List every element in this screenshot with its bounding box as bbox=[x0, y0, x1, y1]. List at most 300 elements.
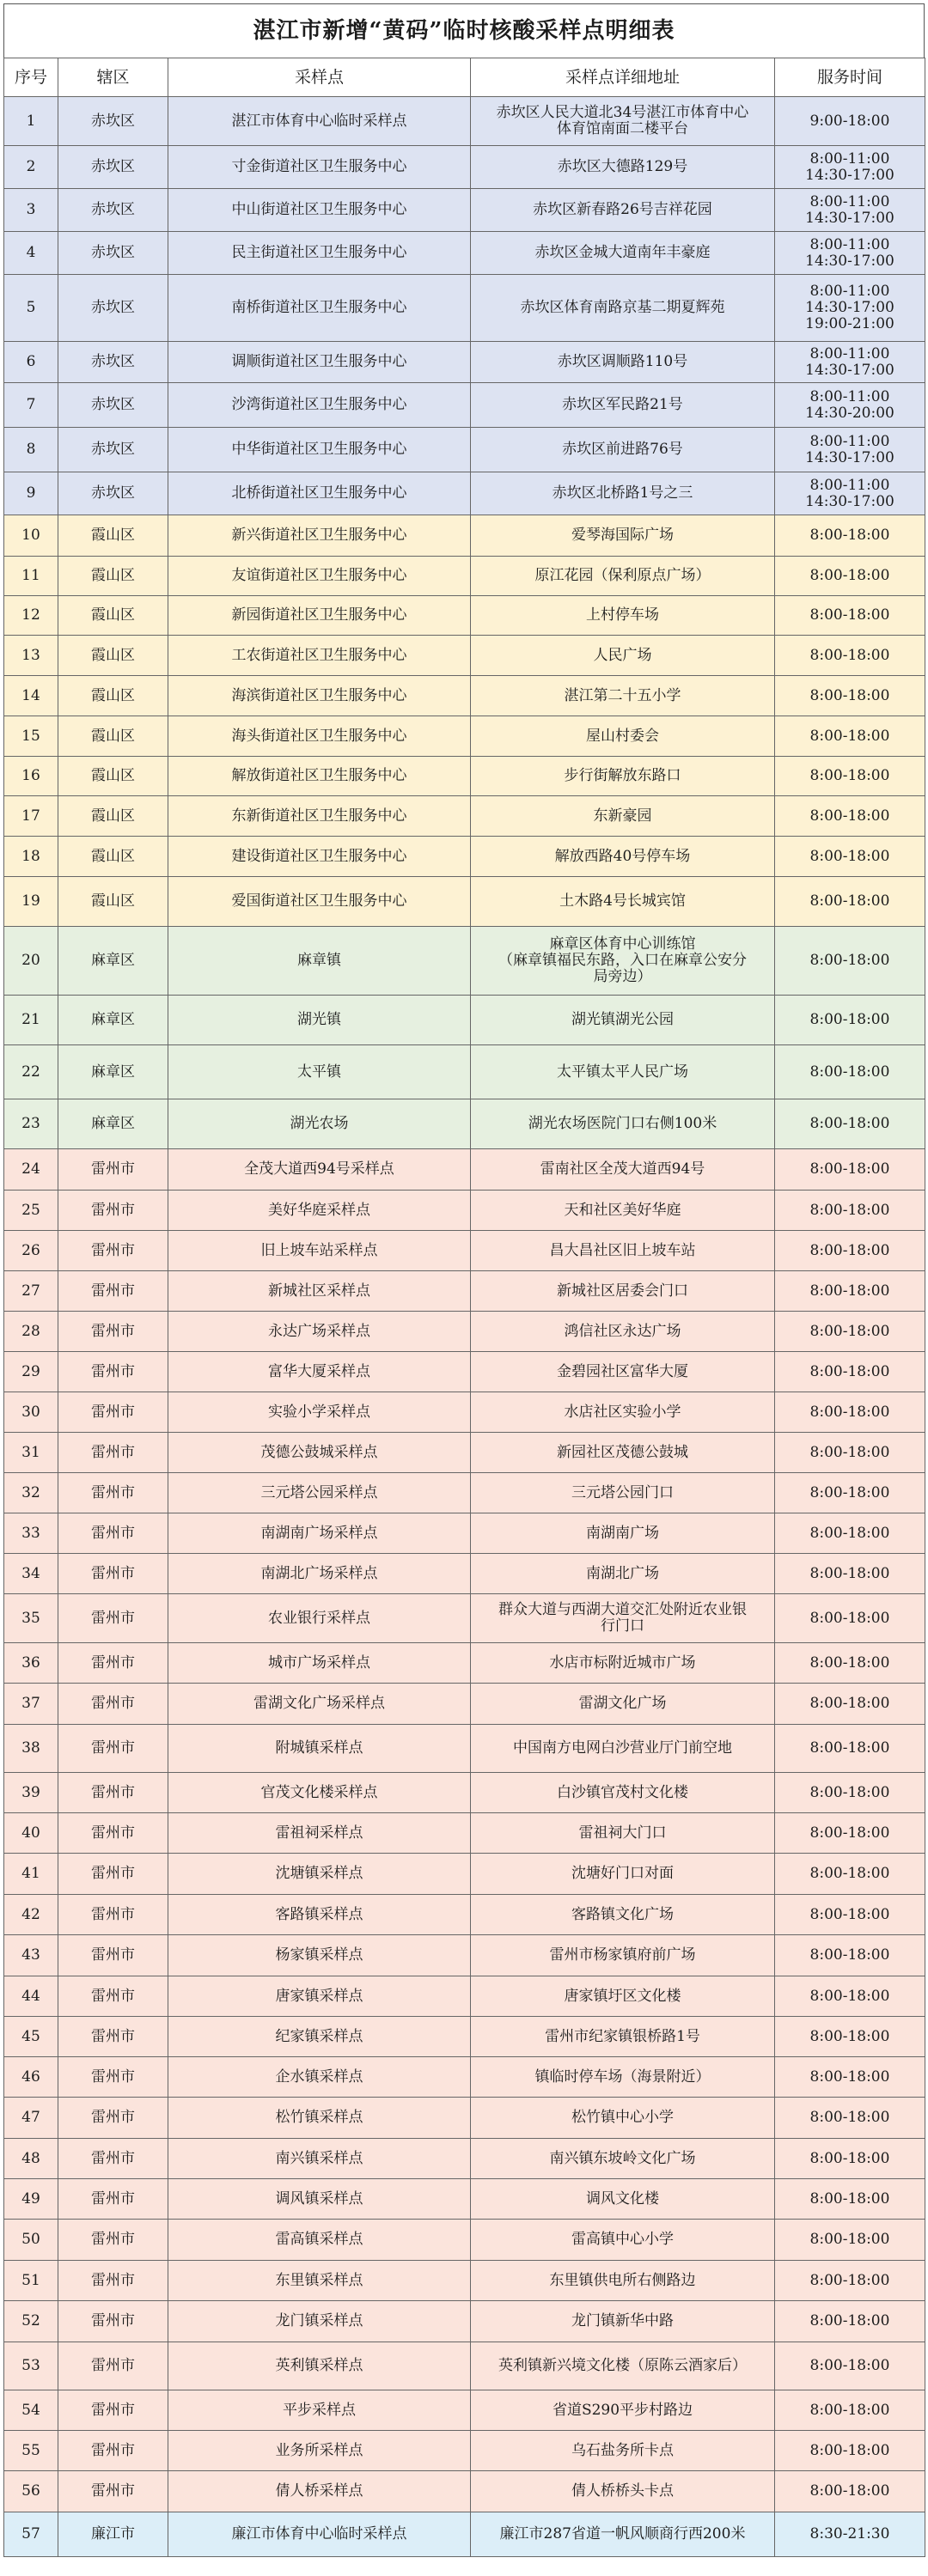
cell-time: 8:00-18:00 bbox=[775, 1473, 925, 1513]
cell-time: 8:00-18:00 bbox=[775, 1554, 925, 1594]
cell-no: 1 bbox=[4, 97, 58, 146]
cell-address: 原江花园（保利原点广场） bbox=[471, 557, 775, 596]
cell-district: 霞山区 bbox=[58, 636, 168, 676]
cell-no: 42 bbox=[4, 1895, 58, 1935]
cell-time: 8:00-18:00 bbox=[775, 877, 925, 927]
cell-site: 永达广场采样点 bbox=[168, 1312, 471, 1352]
cell-address: 新园社区茂德公鼓城 bbox=[471, 1433, 775, 1473]
cell-address: 东新豪园 bbox=[471, 796, 775, 837]
cell-district: 赤坎区 bbox=[58, 342, 168, 383]
cell-site: 倩人桥采样点 bbox=[168, 2471, 471, 2512]
cell-no: 53 bbox=[4, 2342, 58, 2390]
cell-no: 34 bbox=[4, 1554, 58, 1594]
cell-no: 13 bbox=[4, 636, 58, 676]
cell-address: 土木路4号长城宾馆 bbox=[471, 877, 775, 927]
table-row bbox=[4, 2139, 925, 2179]
cell-address: 乌石盐务所卡点 bbox=[471, 2431, 775, 2471]
cell-time: 8:00-18:00 bbox=[775, 1392, 925, 1433]
cell-time: 8:00-18:00 bbox=[775, 1643, 925, 1684]
cell-site: 新城社区采样点 bbox=[168, 1271, 471, 1312]
cell-site: 湛江市体育中心临时采样点 bbox=[168, 97, 471, 146]
cell-no: 31 bbox=[4, 1433, 58, 1473]
table-row bbox=[4, 1045, 925, 1099]
cell-address: 湖光农场医院门口右侧100米 bbox=[471, 1099, 775, 1149]
cell-address: 人民广场 bbox=[471, 636, 775, 676]
cell-site: 平步采样点 bbox=[168, 2390, 471, 2431]
cell-district: 雷州市 bbox=[58, 1773, 168, 1813]
table-row bbox=[4, 1773, 925, 1813]
table-row bbox=[4, 996, 925, 1045]
cell-district: 赤坎区 bbox=[58, 275, 168, 342]
table-row bbox=[4, 275, 925, 342]
cell-site: 太平镇 bbox=[168, 1045, 471, 1099]
table-row bbox=[4, 1554, 925, 1594]
cell-district: 雷州市 bbox=[58, 2261, 168, 2301]
cell-site: 南湖北广场采样点 bbox=[168, 1554, 471, 1594]
table-row bbox=[4, 2057, 925, 2098]
cell-address: 省道S290平步村路边 bbox=[471, 2390, 775, 2431]
cell-address: 上村停车场 bbox=[471, 596, 775, 636]
cell-district: 霞山区 bbox=[58, 757, 168, 796]
cell-no: 21 bbox=[4, 996, 58, 1045]
cell-district: 雷州市 bbox=[58, 1433, 168, 1473]
cell-time: 9:00-18:00 bbox=[775, 97, 925, 146]
cell-no: 4 bbox=[4, 232, 58, 275]
cell-district: 赤坎区 bbox=[58, 472, 168, 515]
table-row bbox=[4, 2301, 925, 2342]
table-row bbox=[4, 383, 925, 428]
cell-no: 51 bbox=[4, 2261, 58, 2301]
cell-time: 8:00-18:00 bbox=[775, 716, 925, 757]
table-row bbox=[4, 2512, 925, 2557]
cell-time: 8:00-11:00 14:30-17:00 bbox=[775, 428, 925, 472]
cell-time: 8:00-18:00 bbox=[775, 1976, 925, 2017]
cell-address: 沈塘好门口对面 bbox=[471, 1854, 775, 1895]
cell-address: 廉江市287省道一帆风顺商行西200米 bbox=[471, 2512, 775, 2557]
cell-time: 8:00-18:00 bbox=[775, 2098, 925, 2139]
cell-address: 湛江第二十五小学 bbox=[471, 676, 775, 716]
cell-address: 中国南方电网白沙营业厅门前空地 bbox=[471, 1725, 775, 1773]
cell-district: 雷州市 bbox=[58, 1271, 168, 1312]
cell-no: 7 bbox=[4, 383, 58, 428]
cell-address: 屋山村委会 bbox=[471, 716, 775, 757]
cell-site: 三元塔公园采样点 bbox=[168, 1473, 471, 1513]
cell-time: 8:00-18:00 bbox=[775, 757, 925, 796]
cell-address: 赤坎区人民大道北34号湛江市体育中心 体育馆南面二楼平台 bbox=[471, 97, 775, 146]
cell-time: 8:00-18:00 bbox=[775, 2220, 925, 2261]
table-row bbox=[4, 2342, 925, 2390]
cell-district: 雷州市 bbox=[58, 2057, 168, 2098]
cell-time: 8:00-18:00 bbox=[775, 1191, 925, 1231]
table-row bbox=[4, 1231, 925, 1271]
cell-time: 8:00-18:00 bbox=[775, 676, 925, 716]
cell-no: 43 bbox=[4, 1935, 58, 1976]
cell-site: 调风镇采样点 bbox=[168, 2179, 471, 2220]
table-row bbox=[4, 1725, 925, 1773]
cell-time: 8:00-18:00 bbox=[775, 2431, 925, 2471]
cell-address: 群众大道与西湖大道交汇处附近农业银 行门口 bbox=[471, 1594, 775, 1643]
cell-no: 5 bbox=[4, 275, 58, 342]
cell-no: 50 bbox=[4, 2220, 58, 2261]
cell-address: 湖光镇湖光公园 bbox=[471, 996, 775, 1045]
cell-district: 雷州市 bbox=[58, 2139, 168, 2179]
cell-site: 解放街道社区卫生服务中心 bbox=[168, 757, 471, 796]
cell-time: 8:00-18:00 bbox=[775, 796, 925, 837]
cell-time: 8:00-18:00 bbox=[775, 515, 925, 557]
cell-district: 廉江市 bbox=[58, 2512, 168, 2557]
table-row bbox=[4, 2179, 925, 2220]
cell-no: 25 bbox=[4, 1191, 58, 1231]
table-row bbox=[4, 1149, 925, 1191]
cell-district: 雷州市 bbox=[58, 1392, 168, 1433]
table-row bbox=[4, 428, 925, 472]
cell-district: 雷州市 bbox=[58, 1813, 168, 1854]
cell-time: 8:00-18:00 bbox=[775, 2179, 925, 2220]
cell-district: 雷州市 bbox=[58, 1684, 168, 1725]
cell-time: 8:00-18:00 bbox=[775, 837, 925, 877]
header-no: 序号 bbox=[4, 58, 58, 97]
table-row bbox=[4, 757, 925, 796]
cell-site: 南兴镇采样点 bbox=[168, 2139, 471, 2179]
cell-district: 雷州市 bbox=[58, 2342, 168, 2390]
cell-district: 雷州市 bbox=[58, 1352, 168, 1392]
cell-district: 雷州市 bbox=[58, 1513, 168, 1554]
table-row bbox=[4, 877, 925, 927]
table-row bbox=[4, 2261, 925, 2301]
table-row bbox=[4, 1312, 925, 1352]
cell-time: 8:30-21:30 bbox=[775, 2512, 925, 2557]
cell-no: 22 bbox=[4, 1045, 58, 1099]
cell-no: 49 bbox=[4, 2179, 58, 2220]
cell-site: 官茂文化楼采样点 bbox=[168, 1773, 471, 1813]
cell-site: 建设街道社区卫生服务中心 bbox=[168, 837, 471, 877]
cell-district: 霞山区 bbox=[58, 676, 168, 716]
cell-no: 36 bbox=[4, 1643, 58, 1684]
cell-site: 雷祖祠采样点 bbox=[168, 1813, 471, 1854]
cell-address: 英利镇新兴境文化楼（原陈云酒家后） bbox=[471, 2342, 775, 2390]
cell-site: 工农街道社区卫生服务中心 bbox=[168, 636, 471, 676]
table-row bbox=[4, 1935, 925, 1976]
table-row bbox=[4, 716, 925, 757]
cell-no: 24 bbox=[4, 1149, 58, 1191]
cell-district: 雷州市 bbox=[58, 2098, 168, 2139]
cell-address: 爱琴海国际广场 bbox=[471, 515, 775, 557]
cell-address: 麻章区体育中心训练馆 （麻章镇福民东路，入口在麻章公安分 局旁边） bbox=[471, 927, 775, 996]
table-row bbox=[4, 1513, 925, 1554]
cell-address: 赤坎区金城大道南年丰豪庭 bbox=[471, 232, 775, 275]
cell-no: 54 bbox=[4, 2390, 58, 2431]
table-row bbox=[4, 1271, 925, 1312]
table-row bbox=[4, 232, 925, 275]
cell-district: 霞山区 bbox=[58, 596, 168, 636]
cell-address: 东里镇供电所右侧路边 bbox=[471, 2261, 775, 2301]
cell-time: 8:00-18:00 bbox=[775, 557, 925, 596]
cell-district: 雷州市 bbox=[58, 1149, 168, 1191]
cell-district: 雷州市 bbox=[58, 2431, 168, 2471]
cell-site: 调顺街道社区卫生服务中心 bbox=[168, 342, 471, 383]
cell-district: 雷州市 bbox=[58, 2390, 168, 2431]
cell-time: 8:00-18:00 bbox=[775, 1513, 925, 1554]
cell-no: 10 bbox=[4, 515, 58, 557]
table-row bbox=[4, 927, 925, 996]
table-row bbox=[4, 342, 925, 383]
cell-time: 8:00-18:00 bbox=[775, 1231, 925, 1271]
cell-address: 白沙镇官茂村文化楼 bbox=[471, 1773, 775, 1813]
cell-time: 8:00-18:00 bbox=[775, 1594, 925, 1643]
cell-site: 企水镇采样点 bbox=[168, 2057, 471, 2098]
table-row bbox=[4, 1191, 925, 1231]
cell-site: 杨家镇采样点 bbox=[168, 1935, 471, 1976]
table-row bbox=[4, 515, 925, 557]
cell-district: 雷州市 bbox=[58, 1854, 168, 1895]
cell-district: 雷州市 bbox=[58, 2301, 168, 2342]
cell-district: 雷州市 bbox=[58, 1643, 168, 1684]
cell-address: 南湖北广场 bbox=[471, 1554, 775, 1594]
cell-time: 8:00-18:00 bbox=[775, 1773, 925, 1813]
cell-site: 旧上坡车站采样点 bbox=[168, 1231, 471, 1271]
cell-no: 27 bbox=[4, 1271, 58, 1312]
cell-district: 雷州市 bbox=[58, 2179, 168, 2220]
cell-time: 8:00-18:00 bbox=[775, 1271, 925, 1312]
table-row bbox=[4, 1895, 925, 1935]
cell-no: 3 bbox=[4, 189, 58, 232]
cell-address: 龙门镇新华中路 bbox=[471, 2301, 775, 2342]
cell-site: 南桥街道社区卫生服务中心 bbox=[168, 275, 471, 342]
table-title: 湛江市新增“黄码”临时核酸采样点明细表 bbox=[3, 3, 925, 58]
cell-no: 14 bbox=[4, 676, 58, 716]
table-row bbox=[4, 2390, 925, 2431]
cell-site: 沙湾街道社区卫生服务中心 bbox=[168, 383, 471, 428]
cell-district: 赤坎区 bbox=[58, 146, 168, 189]
cell-address: 雷州市纪家镇银桥路1号 bbox=[471, 2017, 775, 2057]
cell-district: 雷州市 bbox=[58, 1473, 168, 1513]
cell-address: 南兴镇东坡岭文化广场 bbox=[471, 2139, 775, 2179]
cell-no: 46 bbox=[4, 2057, 58, 2098]
cell-district: 赤坎区 bbox=[58, 232, 168, 275]
table-row bbox=[4, 189, 925, 232]
cell-site: 沈塘镇采样点 bbox=[168, 1854, 471, 1895]
cell-no: 44 bbox=[4, 1976, 58, 2017]
cell-site: 湖光镇 bbox=[168, 996, 471, 1045]
table-row bbox=[4, 2017, 925, 2057]
cell-no: 28 bbox=[4, 1312, 58, 1352]
cell-no: 29 bbox=[4, 1352, 58, 1392]
cell-site: 中山街道社区卫生服务中心 bbox=[168, 189, 471, 232]
cell-no: 23 bbox=[4, 1099, 58, 1149]
cell-district: 雷州市 bbox=[58, 1976, 168, 2017]
cell-district: 霞山区 bbox=[58, 716, 168, 757]
cell-address: 赤坎区前进路76号 bbox=[471, 428, 775, 472]
cell-no: 6 bbox=[4, 342, 58, 383]
cell-time: 8:00-11:00 14:30-20:00 bbox=[775, 383, 925, 428]
cell-no: 11 bbox=[4, 557, 58, 596]
cell-time: 8:00-18:00 bbox=[775, 996, 925, 1045]
cell-time: 8:00-18:00 bbox=[775, 1352, 925, 1392]
cell-district: 霞山区 bbox=[58, 515, 168, 557]
cell-no: 2 bbox=[4, 146, 58, 189]
cell-site: 中华街道社区卫生服务中心 bbox=[168, 428, 471, 472]
cell-time: 8:00-11:00 14:30-17:00 bbox=[775, 232, 925, 275]
cell-time: 8:00-18:00 bbox=[775, 1684, 925, 1725]
table-row bbox=[4, 146, 925, 189]
table-row bbox=[4, 1594, 925, 1643]
cell-address: 雷祖祠大门口 bbox=[471, 1813, 775, 1854]
table-row bbox=[4, 2471, 925, 2512]
cell-time: 8:00-18:00 bbox=[775, 2390, 925, 2431]
cell-time: 8:00-18:00 bbox=[775, 2017, 925, 2057]
cell-time: 8:00-18:00 bbox=[775, 2301, 925, 2342]
cell-site: 爱国街道社区卫生服务中心 bbox=[168, 877, 471, 927]
cell-district: 雷州市 bbox=[58, 1935, 168, 1976]
cell-district: 雷州市 bbox=[58, 1895, 168, 1935]
cell-time: 8:00-18:00 bbox=[775, 927, 925, 996]
cell-site: 北桥街道社区卫生服务中心 bbox=[168, 472, 471, 515]
cell-site: 海滨街道社区卫生服务中心 bbox=[168, 676, 471, 716]
cell-address: 新城社区居委会门口 bbox=[471, 1271, 775, 1312]
cell-address: 南湖南广场 bbox=[471, 1513, 775, 1554]
cell-site: 麻章镇 bbox=[168, 927, 471, 996]
table-row bbox=[4, 1976, 925, 2017]
cell-address: 赤坎区体育南路京基二期夏辉苑 bbox=[471, 275, 775, 342]
table-row bbox=[4, 596, 925, 636]
cell-time: 8:00-18:00 bbox=[775, 1099, 925, 1149]
cell-no: 39 bbox=[4, 1773, 58, 1813]
table-row bbox=[4, 97, 925, 146]
cell-site: 新园街道社区卫生服务中心 bbox=[168, 596, 471, 636]
cell-no: 56 bbox=[4, 2471, 58, 2512]
cell-no: 48 bbox=[4, 2139, 58, 2179]
header-site: 采样点 bbox=[168, 58, 471, 97]
cell-address: 赤坎区军民路21号 bbox=[471, 383, 775, 428]
cell-site: 茂德公鼓城采样点 bbox=[168, 1433, 471, 1473]
cell-time: 8:00-18:00 bbox=[775, 596, 925, 636]
cell-district: 霞山区 bbox=[58, 877, 168, 927]
cell-address: 调风文化楼 bbox=[471, 2179, 775, 2220]
cell-site: 英利镇采样点 bbox=[168, 2342, 471, 2390]
cell-no: 47 bbox=[4, 2098, 58, 2139]
cell-address: 昌大昌社区旧上坡车站 bbox=[471, 1231, 775, 1271]
cell-address: 天和社区美好华庭 bbox=[471, 1191, 775, 1231]
header-row bbox=[4, 58, 925, 97]
table-row bbox=[4, 1392, 925, 1433]
cell-site: 东新街道社区卫生服务中心 bbox=[168, 796, 471, 837]
cell-no: 17 bbox=[4, 796, 58, 837]
cell-site: 廉江市体育中心临时采样点 bbox=[168, 2512, 471, 2557]
sample-sites-sheet bbox=[0, 3, 928, 2576]
cell-address: 赤坎区北桥路1号之三 bbox=[471, 472, 775, 515]
cell-address: 水店社区实验小学 bbox=[471, 1392, 775, 1433]
cell-site: 湖光农场 bbox=[168, 1099, 471, 1149]
header-time: 服务时间 bbox=[775, 58, 925, 97]
cell-no: 52 bbox=[4, 2301, 58, 2342]
cell-no: 30 bbox=[4, 1392, 58, 1433]
cell-address: 镇临时停车场（海景附近） bbox=[471, 2057, 775, 2098]
cell-district: 赤坎区 bbox=[58, 428, 168, 472]
cell-site: 唐家镇采样点 bbox=[168, 1976, 471, 2017]
cell-no: 9 bbox=[4, 472, 58, 515]
cell-site: 松竹镇采样点 bbox=[168, 2098, 471, 2139]
cell-district: 雷州市 bbox=[58, 1554, 168, 1594]
table-row bbox=[4, 1643, 925, 1684]
cell-address: 赤坎区大德路129号 bbox=[471, 146, 775, 189]
cell-district: 雷州市 bbox=[58, 1312, 168, 1352]
cell-address: 唐家镇圩区文化楼 bbox=[471, 1976, 775, 2017]
cell-time: 8:00-18:00 bbox=[775, 2342, 925, 2390]
cell-district: 雷州市 bbox=[58, 1231, 168, 1271]
cell-time: 8:00-11:00 14:30-17:00 bbox=[775, 189, 925, 232]
cell-no: 38 bbox=[4, 1725, 58, 1773]
cell-no: 41 bbox=[4, 1854, 58, 1895]
cell-district: 雷州市 bbox=[58, 2017, 168, 2057]
cell-no: 57 bbox=[4, 2512, 58, 2557]
cell-district: 霞山区 bbox=[58, 796, 168, 837]
cell-site: 附城镇采样点 bbox=[168, 1725, 471, 1773]
cell-address: 鸿信社区永达广场 bbox=[471, 1312, 775, 1352]
table-row bbox=[4, 1473, 925, 1513]
cell-no: 16 bbox=[4, 757, 58, 796]
table-row bbox=[4, 676, 925, 716]
cell-address: 松竹镇中心小学 bbox=[471, 2098, 775, 2139]
cell-address: 雷州市杨家镇府前广场 bbox=[471, 1935, 775, 1976]
cell-time: 8:00-18:00 bbox=[775, 1149, 925, 1191]
cell-time: 8:00-18:00 bbox=[775, 1895, 925, 1935]
cell-no: 40 bbox=[4, 1813, 58, 1854]
header-address: 采样点详细地址 bbox=[471, 58, 775, 97]
cell-site: 业务所采样点 bbox=[168, 2431, 471, 2471]
cell-address: 赤坎区调顺路110号 bbox=[471, 342, 775, 383]
cell-time: 8:00-18:00 bbox=[775, 1725, 925, 1773]
cell-district: 麻章区 bbox=[58, 1099, 168, 1149]
cell-district: 雷州市 bbox=[58, 1594, 168, 1643]
cell-site: 民主街道社区卫生服务中心 bbox=[168, 232, 471, 275]
cell-address: 解放西路40号停车场 bbox=[471, 837, 775, 877]
cell-address: 水店市标附近城市广场 bbox=[471, 1643, 775, 1684]
cell-time: 8:00-18:00 bbox=[775, 1935, 925, 1976]
cell-no: 20 bbox=[4, 927, 58, 996]
cell-district: 霞山区 bbox=[58, 557, 168, 596]
table-row bbox=[4, 1099, 925, 1149]
cell-address: 太平镇太平人民广场 bbox=[471, 1045, 775, 1099]
cell-address: 雷高镇中心小学 bbox=[471, 2220, 775, 2261]
table-body bbox=[4, 97, 925, 2557]
cell-district: 赤坎区 bbox=[58, 189, 168, 232]
cell-time: 8:00-11:00 14:30-17:00 19:00-21:00 bbox=[775, 275, 925, 342]
cell-site: 东里镇采样点 bbox=[168, 2261, 471, 2301]
cell-time: 8:00-18:00 bbox=[775, 636, 925, 676]
cell-site: 新兴街道社区卫生服务中心 bbox=[168, 515, 471, 557]
cell-district: 雷州市 bbox=[58, 1191, 168, 1231]
cell-no: 12 bbox=[4, 596, 58, 636]
cell-district: 雷州市 bbox=[58, 2220, 168, 2261]
cell-site: 友谊街道社区卫生服务中心 bbox=[168, 557, 471, 596]
table-row bbox=[4, 2098, 925, 2139]
cell-site: 南湖南广场采样点 bbox=[168, 1513, 471, 1554]
table-row bbox=[4, 1352, 925, 1392]
cell-time: 8:00-18:00 bbox=[775, 1312, 925, 1352]
cell-no: 15 bbox=[4, 716, 58, 757]
cell-address: 赤坎区新春路26号吉祥花园 bbox=[471, 189, 775, 232]
header-district: 辖区 bbox=[58, 58, 168, 97]
cell-district: 麻章区 bbox=[58, 1045, 168, 1099]
cell-address: 三元塔公园门口 bbox=[471, 1473, 775, 1513]
table-row bbox=[4, 837, 925, 877]
cell-time: 8:00-18:00 bbox=[775, 2057, 925, 2098]
cell-address: 雷湖文化广场 bbox=[471, 1684, 775, 1725]
cell-time: 8:00-18:00 bbox=[775, 2139, 925, 2179]
cell-site: 城市广场采样点 bbox=[168, 1643, 471, 1684]
table-row bbox=[4, 1854, 925, 1895]
cell-time: 8:00-11:00 14:30-17:00 bbox=[775, 146, 925, 189]
